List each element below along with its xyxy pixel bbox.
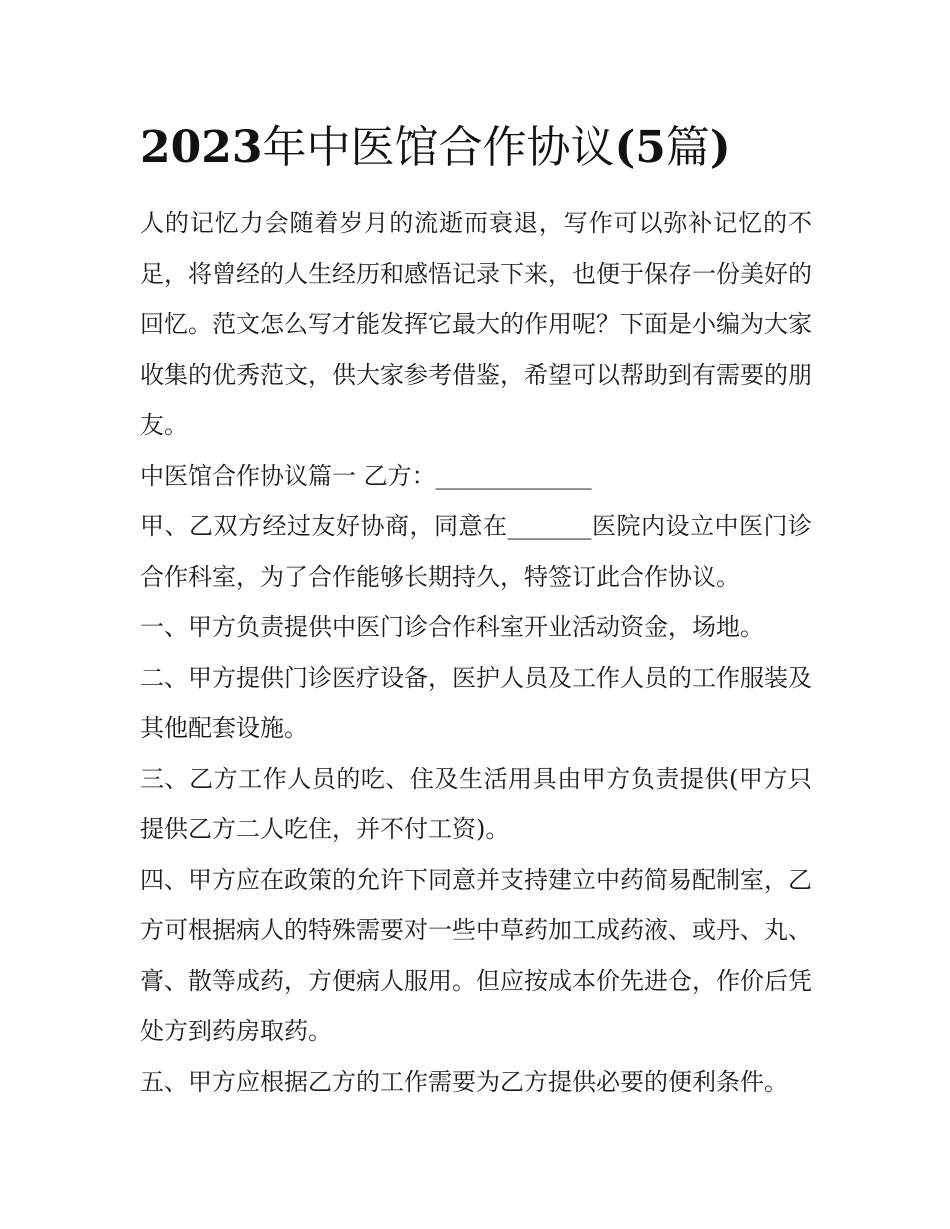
agreement-preamble: 甲、乙双方经过友好协商，同意在_______医院内设立中医门诊合作科室，为了合作能够长期持久，特签订此合作协议。	[140, 512, 812, 591]
title-count-unit: 篇	[665, 122, 710, 173]
title-count-close: )	[709, 122, 731, 173]
intro-paragraph: 人的记忆力会随着岁月的流逝而衰退，写作可以弥补记忆的不足，将曾经的人生经历和感悟记录下来，也便于保存一份美好的回忆。范文怎么写才能发挥它最大的作用呢？下面是小编为大家收集的优秀范文，供大家参考借鉴，希望可以帮助到有需要的朋友。	[140, 209, 812, 439]
clause-2: 二、甲方提供门诊医疗设备，医护人员及工作人员的工作服装及其他配套设施。	[140, 663, 812, 742]
clause-5: 五、甲方应根据乙方的工作需要为乙方提供必要的便利条件。	[140, 1067, 788, 1096]
clause-4: 四、甲方应在政策的允许下同意并支持建立中药简易配制室，乙方可根据病人的特殊需要对一些中草药加工成药液、或丹、丸、膏、散等成药，方便病人服用。但应按成本价先进仓，作价后凭处方到药房取药。	[140, 865, 812, 1045]
document-title	[140, 118, 840, 178]
title-main: 年中医馆合作协议	[262, 122, 615, 173]
title-count-open: (5	[614, 122, 666, 173]
clause-3: 三、乙方工作人员的吃、住及生活用具由甲方负责提供(甲方只提供乙方二人吃住，并不付工资)。	[140, 764, 812, 843]
document-body	[140, 198, 812, 1107]
section-heading: 中医馆合作协议篇一 乙方：_____________	[140, 461, 592, 490]
clause-1: 一、甲方负责提供中医门诊合作科室开业活动资金，场地。	[140, 613, 764, 641]
title-year: 2023	[140, 122, 263, 173]
